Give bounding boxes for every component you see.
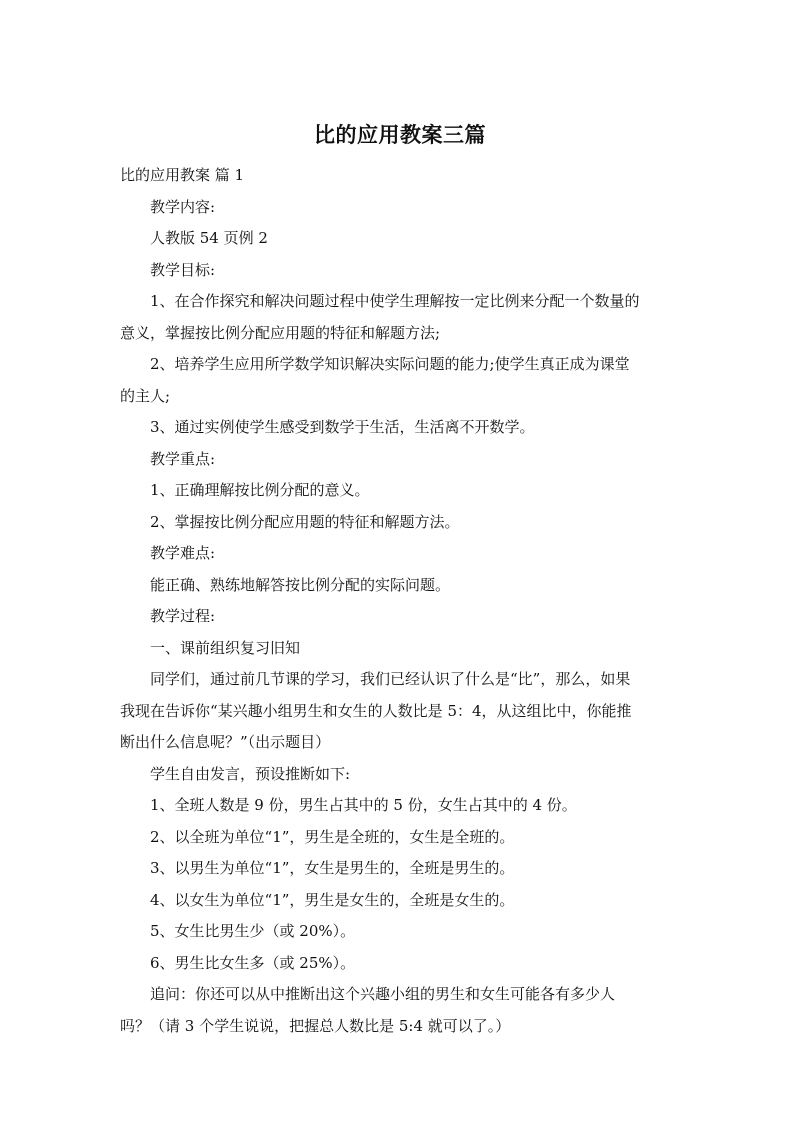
text-line: 一、课前组织复习旧知 bbox=[150, 638, 301, 657]
text-line: 吗？（请 3 个学生说说，把握总人数比是 5:4 就可以了。） bbox=[120, 1016, 511, 1035]
text-line: 1、正确理解按比例分配的意义。 bbox=[150, 481, 370, 499]
text-line: 我现在告诉你“某兴趣小组男生和女生的人数比是 5：4，从这组比中，你能推 bbox=[120, 701, 632, 720]
text-line: 同学们，通过前几节课的学习，我们已经认识了什么是“比”，那么，如果 bbox=[150, 670, 631, 688]
text-line: 断出什么信息呢？”（出示题目） bbox=[120, 733, 331, 751]
text-line: 3、通过实例使学生感受到数学于生活，生活离不开数学。 bbox=[150, 418, 535, 436]
text-line: 2、以全班为单位“1”，男生是全班的，女生是全班的。 bbox=[150, 827, 515, 846]
text-line: 比的应用教案 篇 1 bbox=[120, 166, 245, 184]
text-line: 1、全班人数是 9 份，男生占其中的 5 份，女生占其中的 4 份。 bbox=[150, 796, 577, 814]
text-line: 能正确、熟练地解答按比例分配的实际问题。 bbox=[150, 575, 451, 594]
text-line: 教学重点: bbox=[150, 449, 216, 468]
document-body bbox=[120, 160, 680, 1042]
text-line: 6、男生比女生多（或 25%）。 bbox=[150, 953, 356, 972]
text-line: 追问：你还可以从中推断出这个兴趣小组的男生和女生可能各有多少人 bbox=[150, 985, 616, 1003]
text-line: 3、以男生为单位“1”，女生是男生的，全班是男生的。 bbox=[150, 859, 515, 877]
text-line: 4、以女生为单位“1”，男生是女生的，全班是女生的。 bbox=[150, 890, 515, 909]
text-line: 2、培养学生应用所学数学知识解决实际问题的能力;使学生真正成为课堂 bbox=[150, 355, 630, 373]
text-line: 教学过程: bbox=[150, 607, 216, 625]
document-title: 比的应用教案三篇 bbox=[314, 123, 486, 147]
text-line: 教学难点: bbox=[150, 544, 216, 562]
text-line: 教学目标: bbox=[150, 260, 216, 279]
text-line: 人教版 54 页例 2 bbox=[150, 229, 268, 247]
text-line: 1、在合作探究和解决问题过程中使学生理解按一定比例来分配一个数量的 bbox=[150, 292, 640, 310]
text-line: 的主人; bbox=[120, 386, 171, 405]
text-line: 学生自由发言，预设推断如下: bbox=[150, 764, 351, 783]
text-line: 教学内容: bbox=[150, 197, 216, 216]
text-line: 意义，掌握按比例分配应用题的特征和解题方法; bbox=[120, 323, 441, 342]
text-line: 2、掌握按比例分配应用题的特征和解题方法。 bbox=[150, 512, 460, 531]
text-line: 5、女生比男生少（或 20%）。 bbox=[150, 922, 356, 940]
